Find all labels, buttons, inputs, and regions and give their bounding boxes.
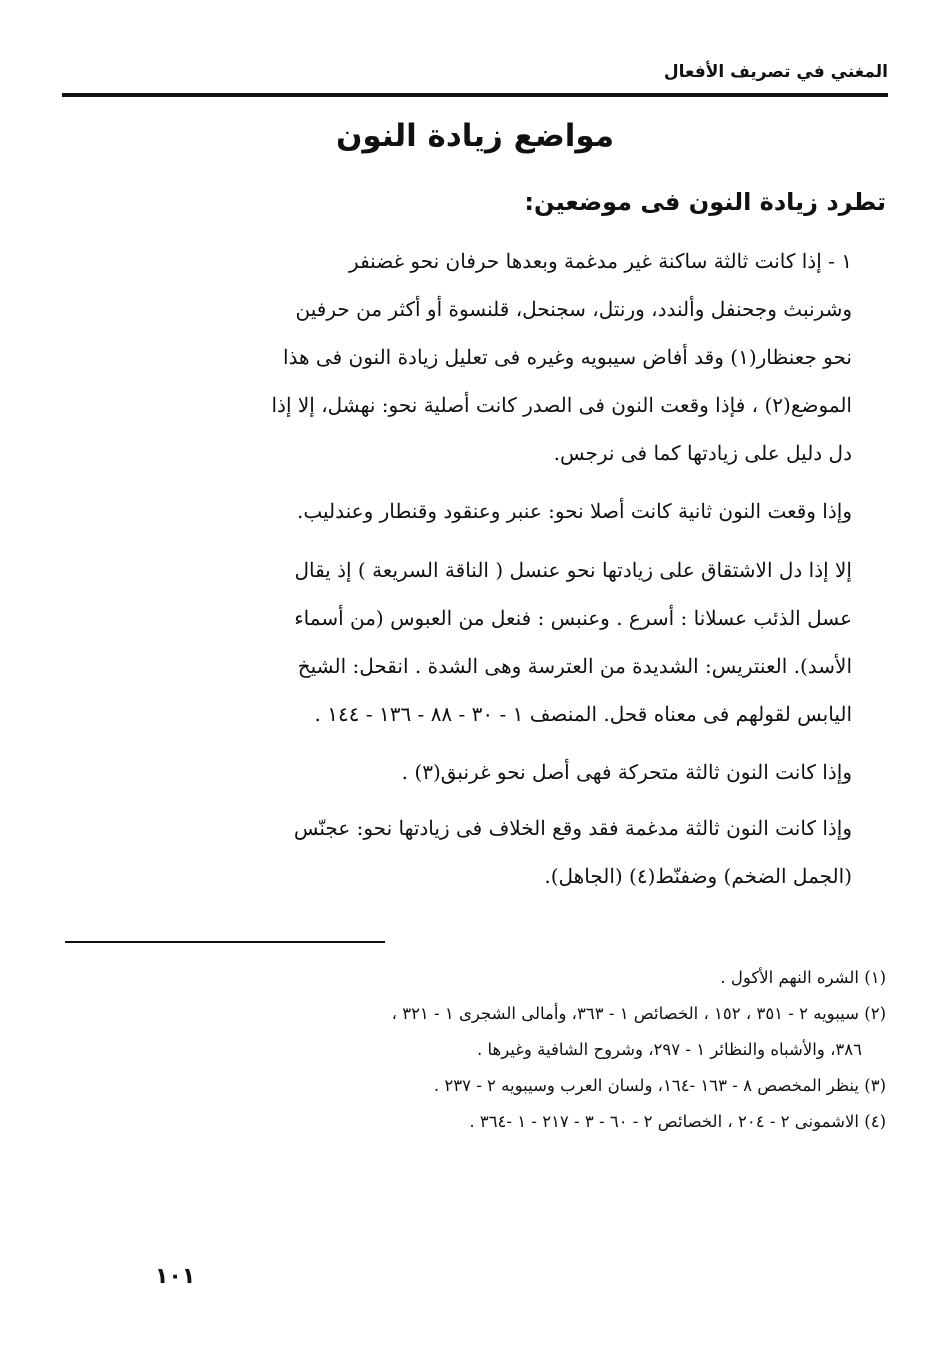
rule-1-paragraph <box>74 237 884 477</box>
footnote-2: (٢) سيبويه ٢ - ٣٥١ ، ١٥٢ ، الخصائص ١ - ٣٦٣، وأمالى الشجرى ١ - ٣٢١ ، <box>391 1004 886 1023</box>
footnote-1: (١) الشره النهم الأكول . <box>720 968 886 987</box>
text-line: وإذا وقعت النون ثانية كانت أصلا نحو: عنبر وعنقود وقنطار وعندليب. <box>297 499 852 523</box>
header-rule <box>62 93 888 97</box>
text-line: وإذا كانت النون ثالثة متحركة فهى أصل نحو غرنبق(٣) . <box>401 760 852 784</box>
second-letter-paragraph <box>74 487 884 535</box>
text-line: وإذا كانت النون ثالثة مدغمة فقد وقع الخلاف فى زيادتها نحو: عجنّس <box>293 816 852 840</box>
footnote-2-continuation: ٣٨٦، والأشباه والنظائر ١ - ٢٩٧، وشروح الشافية وغيرها . <box>476 1040 862 1059</box>
footnote-4: (٤) الاشمونى ٢ - ٢٠٤ ، الخصائص ٢ - ٦٠ - ٣ - ٢١٧ - ١ -٣٦٤ . <box>469 1112 886 1131</box>
text-line: عسل الذئب عسلانا : أسرع . وعنبس : فنعل من العبوس (من أسماء <box>294 606 852 630</box>
text-line: (الجمل الضخم) وضفنّط(٤) (الجاهل). <box>544 864 852 888</box>
text-line: اليابس لقولهم فى معناه قحل. المنصف ١ - ٣٠ - ٨٨ - ١٣٦ - ١٤٤ . <box>314 702 852 726</box>
chapter-title: مواضع زيادة النون <box>335 118 615 154</box>
text-line: ١ - إذا كانت ثالثة ساكنة غير مدغمة وبعدها حرفان نحو غضنفر <box>349 249 852 273</box>
intro-heading: تطرد زيادة النون فى موضعين: <box>524 188 886 216</box>
footnote-3: (٣) ينظر المخصص ٨ - ١٦٣ -١٦٤، ولسان العرب وسيبويه ٢ - ٢٣٧ . <box>433 1076 886 1095</box>
footnote-separator <box>65 941 385 943</box>
footnotes <box>76 960 886 1140</box>
running-head: المغني في تصريف الأفعال <box>663 62 888 82</box>
text-line: إلا إذا دل الاشتقاق على زيادتها نحو عنسل ( الناقة السريعة ) إذ يقال <box>294 558 852 582</box>
third-geminated-paragraph <box>74 804 884 900</box>
text-line: نحو جعنظار(١) وقد أفاض سيبويه وغيره فى تعليل زيادة النون فى هذا <box>282 345 852 369</box>
text-line: الأسد). العنتريس: الشديدة من العترسة وهى الشدة . انقحل: الشيخ <box>297 654 852 678</box>
exception-paragraph <box>74 546 884 738</box>
text-line: وشرنبث وجحنفل وألندد، ورنتل، سجنحل، قلنسوة أو أكثر من حرفين <box>295 297 852 321</box>
third-moving-paragraph <box>74 748 884 796</box>
text-line: الموضع(٢) ، فإذا وقعت النون فى الصدر كانت أصلية نحو: نهشل، إلا إذا <box>271 393 852 417</box>
page-number: ١٠١ <box>155 1264 196 1289</box>
text-line: دل دليل على زيادتها كما فى نرجس. <box>553 441 852 465</box>
